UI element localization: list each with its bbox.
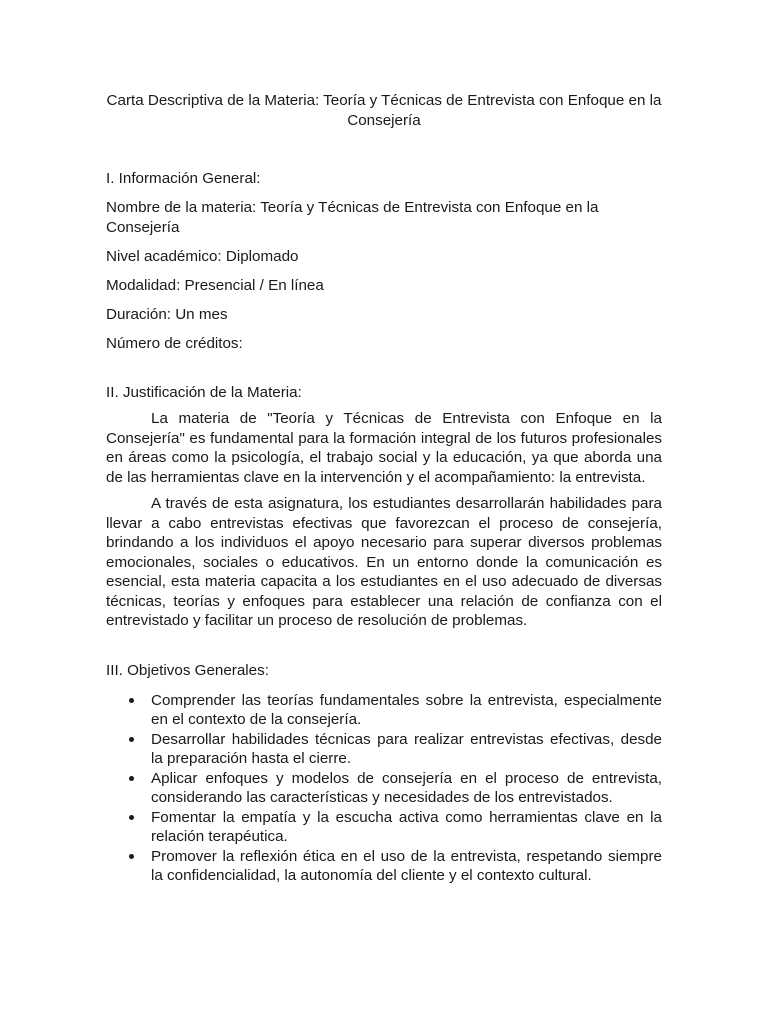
info-line-academic-level: Nivel académico: Diplomado	[106, 248, 299, 265]
objective-text: Comprender las teorías fundamentales sobre la entrevista, especialmente en el contexto de la consejería.	[151, 691, 662, 728]
bullet-icon	[129, 776, 134, 781]
bullet-icon	[129, 698, 134, 703]
info-line-duration: Duración: Un mes	[106, 306, 228, 323]
info-line-modality: Modalidad: Presencial / En línea	[106, 277, 324, 294]
list-item	[106, 847, 662, 886]
objectives-list	[106, 691, 662, 886]
document-title: Carta Descriptiva de la Materia: Teoría y Técnicas de Entrevista con Enfoque en la Consejería	[106, 92, 662, 129]
list-item	[106, 730, 662, 769]
bullet-icon	[129, 737, 134, 742]
objective-text: Desarrollar habilidades técnicas para realizar entrevistas efectivas, desde la preparación hasta el cierre.	[151, 730, 662, 767]
bullet-icon	[129, 854, 134, 859]
section-general-objectives	[106, 661, 662, 886]
section-heading: III. Objetivos Generales:	[106, 661, 269, 679]
info-line-credits: Número de créditos:	[106, 335, 243, 352]
list-item	[106, 691, 662, 730]
section-heading: I. Información General:	[106, 170, 261, 187]
justification-paragraph: La materia de "Teoría y Técnicas de Entrevista con Enfoque en la Consejería" es fundamental para la formación integral de los futuros profesionales en áreas como la psicología, el trabajo social y la educación, ya que aborda una de las herramientas clave en la intervención y el acompañamiento: la entrevista.	[106, 410, 662, 486]
bullet-icon	[129, 815, 134, 820]
objective-text: Aplicar enfoques y modelos de consejería en el proceso de entrevista, considerando las características y necesidades de los entrevistados.	[151, 769, 662, 806]
section-justification	[106, 383, 662, 631]
section-heading: II. Justificación de la Materia:	[106, 384, 302, 401]
document-body	[106, 169, 662, 886]
objective-text: Fomentar la empatía y la escucha activa como herramientas clave en la relación terapéutica.	[151, 808, 662, 845]
info-list	[106, 198, 662, 354]
list-item	[106, 769, 662, 808]
objective-text: Promover la reflexión ética en el uso de la entrevista, respetando siempre la confidencialidad, la autonomía del cliente y el contexto cultural.	[151, 847, 662, 884]
justification-paragraph: A través de esta asignatura, los estudiantes desarrollarán habilidades para llevar a cabo entrevistas efectivas que favorezcan el proceso de consejería, brindando a los individuos el apoyo necesario para superar diversos problemas emocionales, sociales o educativos. En un entorno donde la comunicación es esencial, esta materia capacita a los estudiantes en el uso adecuado de diversas técnicas, teorías y enfoques para establecer una relación de confianza con el entrevistado y facilitar un proceso de resolución de problemas.	[106, 495, 662, 629]
section-general-information	[106, 169, 662, 354]
list-item	[106, 808, 662, 847]
info-line-course-name: Nombre de la materia: Teoría y Técnicas de Entrevista con Enfoque en la Consejería	[106, 199, 599, 236]
